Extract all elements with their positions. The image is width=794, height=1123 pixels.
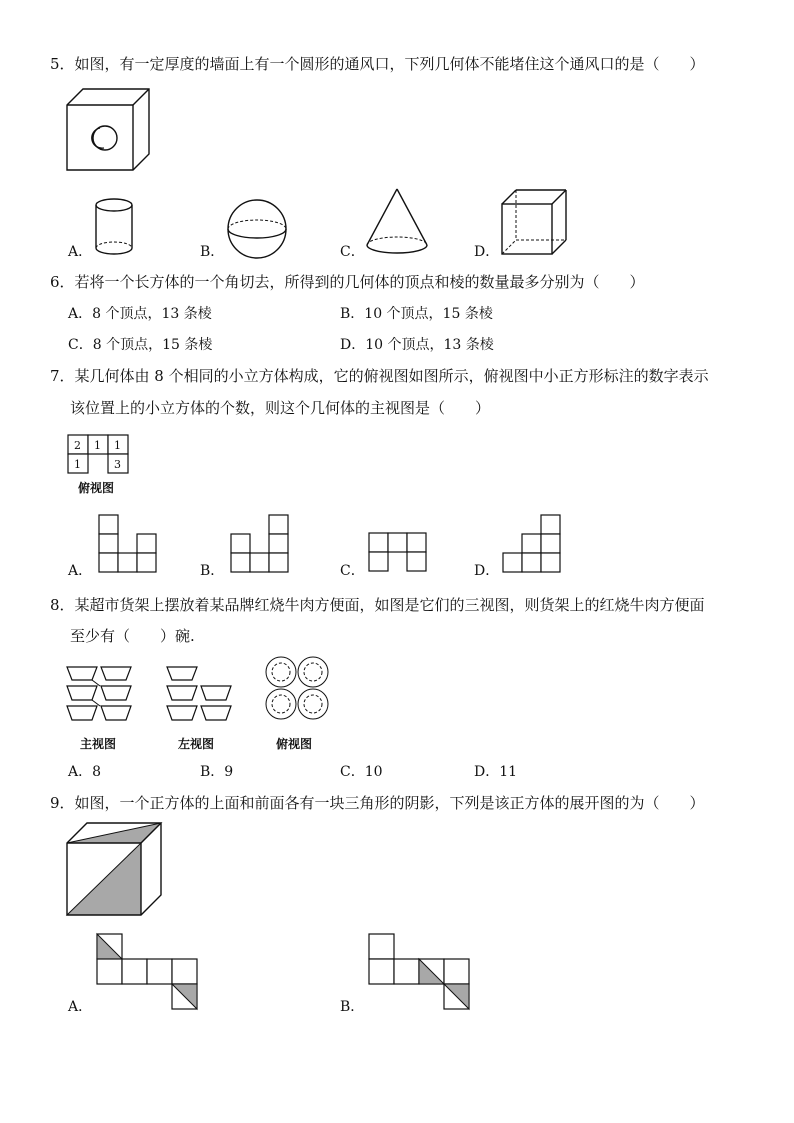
q7-text-line1: 7．某几何体由 8 个相同的小立方体构成，它的俯视图如图所示，俯视图中小正方形标注的数字表示 xyxy=(50,367,709,385)
grid-number-r2c3: 3 xyxy=(114,458,121,471)
front-view-label: 主视图 xyxy=(80,737,117,751)
front-view-d-figure xyxy=(502,514,562,574)
q8-text-line1: 8．某超市货架上摆放着某品牌红烧牛肉方便面，如图是它们的三视图，则货架上的红烧牛肉方便面 xyxy=(50,596,705,614)
shaded-cube-figure xyxy=(66,822,164,918)
q9-option-b[interactable]: B． xyxy=(340,999,365,1015)
q5-option-b[interactable]: B． xyxy=(200,244,225,260)
top-view-grid-figure xyxy=(67,434,131,476)
front-view-b-figure xyxy=(230,514,290,574)
q5-text: 5．如图，有一定厚度的墙面上有一个圆形的通风口，下列几何体不能堵住这个通风口的是（ ） xyxy=(50,55,705,73)
q7-option-d[interactable]: D． xyxy=(474,563,500,579)
q6-option-c[interactable]: C．8 个顶点，15 条棱 xyxy=(68,337,213,353)
q8-option-b[interactable]: B．9 xyxy=(200,764,234,780)
q6-option-b[interactable]: B．10 个顶点，15 条棱 xyxy=(340,306,493,322)
q9-option-a[interactable]: A． xyxy=(68,999,93,1015)
q6-option-a[interactable]: A．8 个顶点，13 条棱 xyxy=(68,306,212,322)
q7-option-c[interactable]: C． xyxy=(340,563,365,579)
top-view-label: 俯视图 xyxy=(78,481,115,495)
front-view-c-figure xyxy=(368,532,428,574)
q5-option-c[interactable]: C． xyxy=(340,244,365,260)
wall-with-vent-figure xyxy=(66,88,152,174)
q6-text: 6．若将一个长方体的一个角切去，所得到的几何体的顶点和棱的数量最多分别为（ ） xyxy=(50,273,645,291)
front-view-a-figure xyxy=(98,514,158,574)
cube-figure xyxy=(500,188,568,256)
q6-option-d[interactable]: D．10 个顶点，13 条棱 xyxy=(340,337,494,353)
q7-text-line2: 该位置上的小立方体的个数，则这个几何体的主视图是（ ） xyxy=(70,399,491,417)
q8-option-c[interactable]: C．10 xyxy=(340,764,383,780)
q5-option-a[interactable]: A． xyxy=(68,244,93,260)
q5-option-d[interactable]: D． xyxy=(474,244,500,260)
grid-number-r2c1: 1 xyxy=(74,458,81,471)
grid-number-r1c3: 1 xyxy=(114,439,121,452)
q8-option-a[interactable]: A．8 xyxy=(68,764,102,780)
q9-text: 9．如图，一个正方体的上面和前面各有一块三角形的阴影，下列是该正方体的展开图的为（ ） xyxy=(50,794,705,812)
q7-option-b[interactable]: B． xyxy=(200,563,225,579)
grid-number-r1c1: 2 xyxy=(74,439,81,452)
noodle-front-view-figure xyxy=(64,666,136,724)
cone-figure xyxy=(364,187,430,257)
cylinder-figure xyxy=(94,198,134,256)
q7-option-a[interactable]: A． xyxy=(68,563,93,579)
q8-option-d[interactable]: D．11 xyxy=(474,764,518,780)
top-view-label-q8: 俯视图 xyxy=(276,737,313,751)
left-view-label: 左视图 xyxy=(178,737,215,751)
sphere-figure xyxy=(226,198,288,260)
cube-net-a-figure xyxy=(96,933,200,1013)
noodle-left-view-figure xyxy=(164,666,236,724)
grid-number-r1c2: 1 xyxy=(94,439,101,452)
noodle-top-view-figure xyxy=(264,655,332,723)
cube-net-b-figure xyxy=(368,933,472,1013)
q8-text-line2: 至少有（ ）碗. xyxy=(70,627,195,645)
